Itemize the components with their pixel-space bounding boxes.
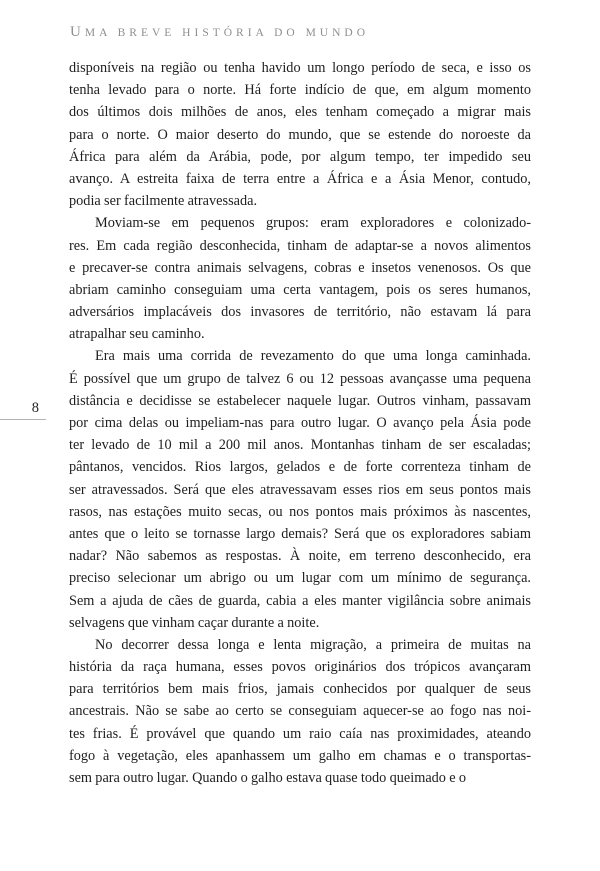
text-line: fogo à vegetação, eles apanhassem um galho em chamas e o transportas- (69, 747, 531, 764)
text-line: tes frias. É provável que quando um raio caía nas proximidades, ateando (69, 725, 531, 742)
text-line: pântanos, vencidos. Rios largos, gelados e de forte correnteza tinham de (69, 459, 531, 476)
text-line: sem para outro lugar. Quando o galho estava quase todo queimado e o (69, 770, 466, 786)
text-line: para territórios bem mais frios, jamais conhecidos por qualquer de seus (69, 681, 531, 698)
text-line: para o norte. O maior deserto do mundo, que se estende do noroeste da (69, 126, 531, 143)
text-line: ancestrais. Não se sabe ao certo se conseguiam aquecer-se ao fogo nas noi- (69, 703, 531, 720)
text-line: avanço. A estreita faixa de terra entre a África e a Ásia Menor, contudo, (69, 170, 531, 187)
text-line: atrapalhar seu caminho. (69, 326, 205, 343)
text-line: disponíveis na região ou tenha havido um longo período de seca, e isso os (69, 60, 531, 76)
text-line: No decorrer dessa longa e lenta migração, a primeira de muitas na (95, 636, 531, 653)
text-line: ter levado de 10 mil a 200 mil anos. Montanhas tinham de ser escaladas; (69, 437, 531, 454)
text-line: podia ser facilmente atravessada. (69, 193, 258, 210)
text-line: Sem a ajuda de cães de guarda, cabia a eles manter vigilância sobre animais (69, 592, 531, 609)
text-line: por cima delas ou impeliam-nas para outro lugar. O avanço pela Ásia pode (69, 415, 531, 431)
text-line: Era mais uma corrida de revezamento do que uma longa caminhada. (95, 348, 531, 365)
text-line: ser atravessados. Será que eles atravessavam esses rios em seus pontos mais (69, 481, 531, 498)
text-line: res. Em cada região desconhecida, tinham de adaptar-se a novos alimentos (69, 237, 531, 254)
text-line: África para além da Arábia, pode, por algum tempo, ter impedido seu (69, 148, 531, 165)
running-header: UMA BREVE HISTÓRIA DO MUNDO (70, 24, 370, 40)
body-text (69, 57, 531, 789)
text-line: distância e decidisse se estabelecer naquele lugar. Outros vinham, passavam (69, 392, 531, 409)
text-line: É possível que um grupo de talvez 6 ou 12 pessoas avançasse uma pequena (69, 370, 531, 387)
text-line: preciso selecionar um abrigo ou um lugar com um mínimo de segurança. (69, 570, 531, 587)
text-line: adversários implacáveis dos invasores de território, não estavam lá para (69, 304, 531, 321)
text-line: tenha levado para o norte. Há forte indício de que, em algum momento (69, 82, 531, 99)
text-line: antes que o leito se tornasse largo demais? Será que os exploradores sabiam (69, 525, 531, 542)
text-line: rasos, nas estações muito secas, ou nos pontos mais próximos às nascentes, (69, 503, 531, 520)
text-line: abriam caminho conseguiam uma certa vantagem, pois os seres humanos, (69, 281, 531, 298)
text-line: nadar? Não sabemos as respostas. À noite, em terreno desconhecido, era (69, 548, 531, 565)
page-number: 8 (31, 400, 39, 416)
folio (0, 400, 46, 420)
text-line: Moviam-se em pequenos grupos: eram exploradores e colonizado- (95, 215, 531, 232)
text-line: selvagens que vinham caçar durante a noite. (69, 614, 320, 631)
text-line: história da raça humana, esses povos originários dos trópicos avançaram (69, 659, 531, 676)
text-line: e precaver-se contra animais selvagens, cobras e insetos venenosos. Os que (69, 259, 531, 276)
text-line: dos últimos dois milhões de anos, eles tenham começado a migrar mais (69, 104, 531, 121)
